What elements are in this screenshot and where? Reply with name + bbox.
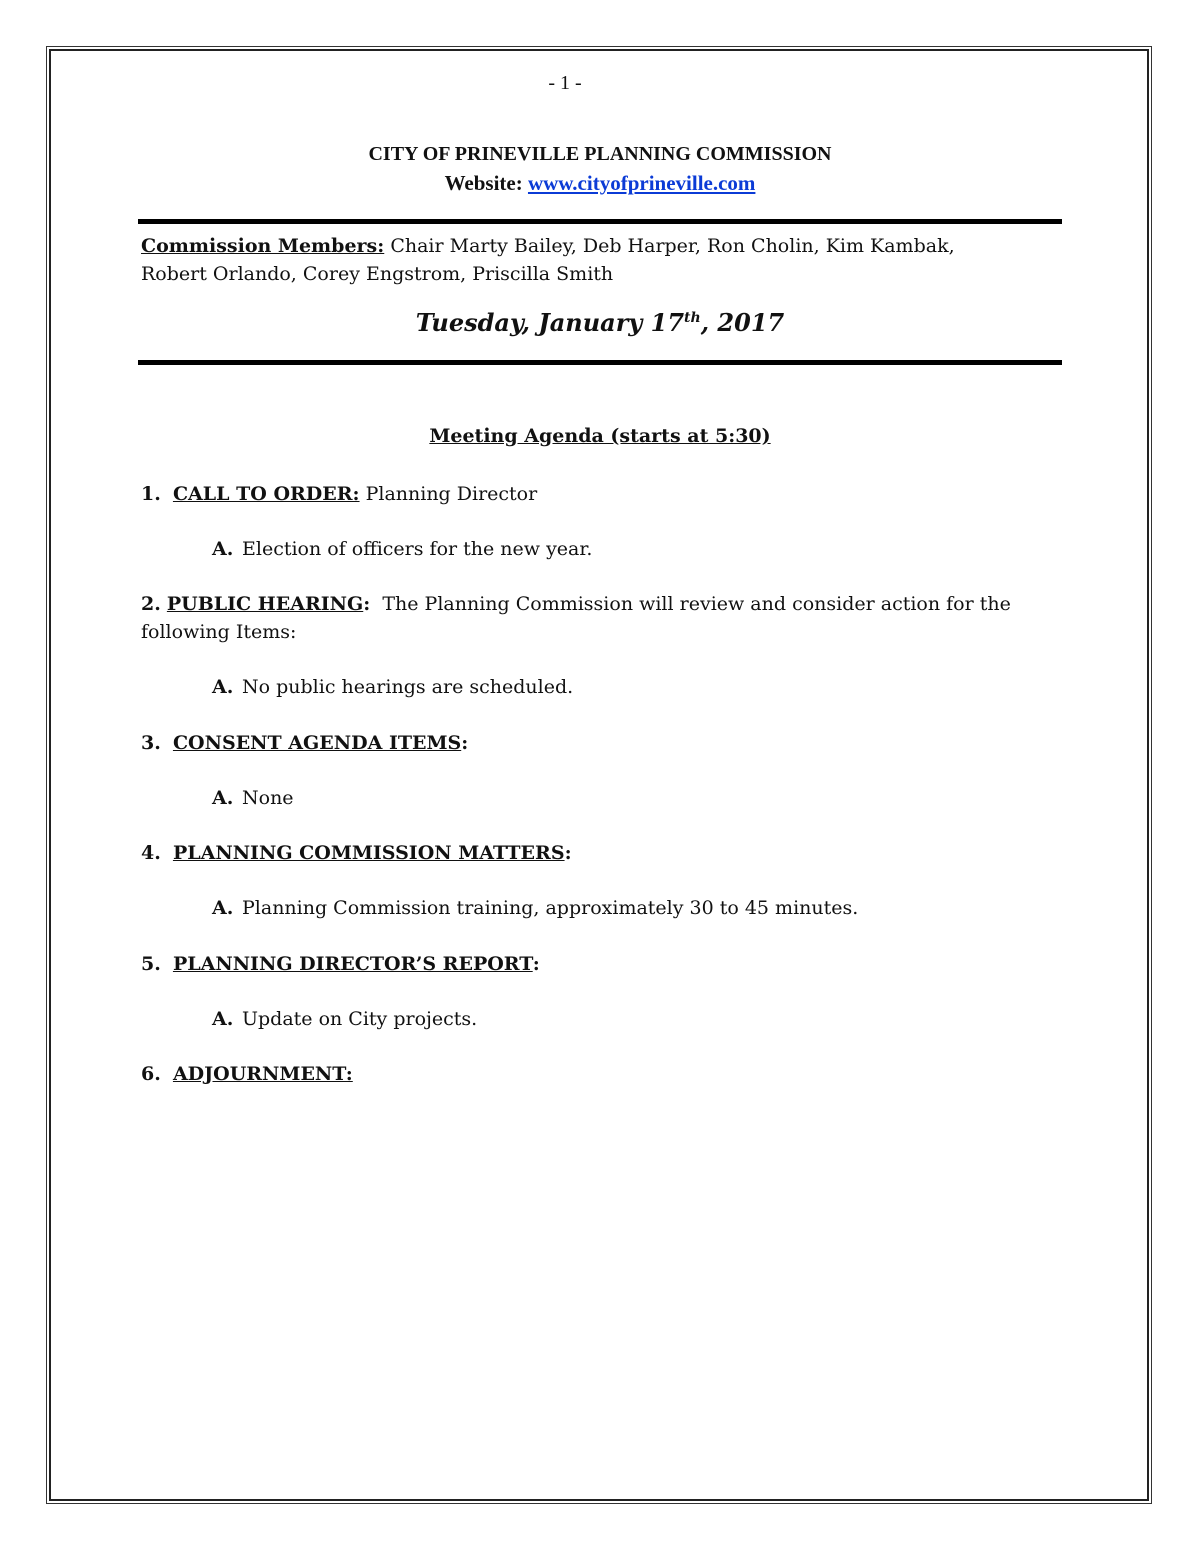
commission-members [141,232,1041,288]
agenda-item-3: 3. CONSENT AGENDA ITEMS: [141,732,469,754]
agenda-item-1: 1. CALL TO ORDER: Planning Director [141,483,538,505]
agenda-item-6: 6. ADJOURNMENT: [141,1063,353,1085]
agenda-item-4: 4. PLANNING COMMISSION MATTERS: [141,842,572,864]
agenda-subitem-1a: A. Election of officers for the new year. [212,538,593,560]
item-title: ADJOURNMENT: [172,1063,353,1085]
website-link[interactable]: www.cityofprineville.com [527,171,756,195]
website-line [0,171,1200,196]
item-title: PLANNING COMMISSION MATTERS [172,842,565,864]
agenda-subitem-5a: A. Update on City projects. [212,1008,478,1030]
website-label: Website: [444,171,523,195]
agenda-item-2: 2. PUBLIC HEARING: The Planning Commission will review and consider action for the following Items: [141,593,1011,643]
agenda-title: Meeting Agenda (starts at 5:30) [429,425,771,447]
agenda-subitem-3a: A. None [212,787,294,809]
item-title: CONSENT AGENDA ITEMS [172,732,462,754]
item-title: PUBLIC HEARING [166,593,364,615]
agenda-subitem-2a: A. No public hearings are scheduled. [212,676,574,698]
members-label: Commission Members: [141,235,385,257]
item-title: PLANNING DIRECTOR’S REPORT [172,953,533,975]
meeting-date: Tuesday, January 17th, 2017 [415,308,785,337]
members-line2: Robert Orlando, Corey Engstrom, Priscilla Smith [141,263,614,285]
members-line1: Chair Marty Bailey, Deb Harper, Ron Cholin, Kim Kambak, [390,235,955,257]
header-rule-bottom [138,360,1062,365]
agenda-item-5: 5. PLANNING DIRECTOR’S REPORT: [141,953,540,975]
header-rule-top [138,219,1062,224]
page-number: - 1 - [548,72,582,94]
item-title: CALL TO ORDER: [172,483,360,505]
agenda-subitem-4a: A. Planning Commission training, approximately 30 to 45 minutes. [212,897,859,919]
organization-title: CITY OF PRINEVILLE PLANNING COMMISSION [368,143,832,165]
